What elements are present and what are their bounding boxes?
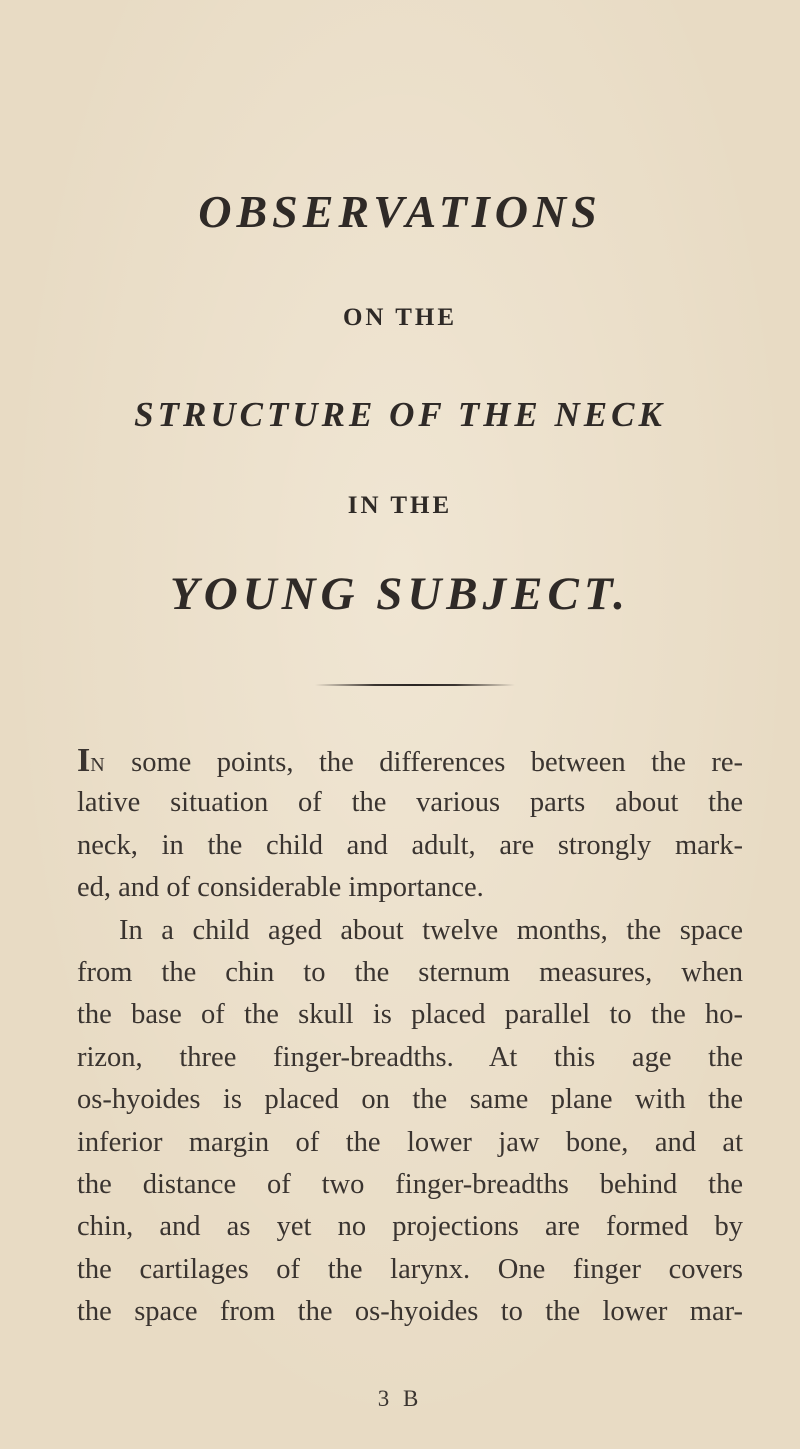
body-line: lative situation of the various parts about the (77, 787, 743, 819)
body-line: chin, and as yet no projections are formed by (77, 1211, 743, 1243)
body-line: neck, in the child and adult, are strongly mark- (77, 829, 743, 861)
body-paragraphs (77, 740, 743, 1333)
body-line: from the chin to the sternum measures, when (77, 956, 743, 988)
body-line: the distance of two finger-breadths behind the (77, 1168, 743, 1200)
title-in-the: IN THE (347, 492, 453, 519)
ornamental-divider (315, 684, 515, 686)
body-line: ed, and of considerable importance. (77, 872, 484, 904)
body-line: In a child aged about twelve months, the space (119, 914, 743, 946)
body-line: inferior margin of the lower jaw bone, and at (77, 1126, 743, 1158)
lead-small-cap: N (90, 754, 106, 776)
drop-cap: I (77, 742, 91, 779)
title-young-subject: YOUNG SUBJECT. (170, 568, 630, 620)
title-observations: OBSERVATIONS (198, 186, 602, 237)
body-line: the base of the skull is placed parallel to the ho- (77, 999, 743, 1031)
signature-mark: 3 B (377, 1386, 423, 1411)
body-line: the space from the os-hyoides to the lower mar- (77, 1296, 743, 1328)
body-line: the cartilages of the larynx. One finger covers (77, 1253, 743, 1285)
title-structure-of-the-neck: STRUCTURE OF THE NECK (134, 395, 666, 434)
body-line: os-hyoides is placed on the same plane with the (77, 1084, 743, 1116)
body-line-text: some points, the differences between the re- (105, 747, 743, 778)
title-on-the: ON THE (342, 304, 458, 331)
body-line: rizon, three finger-breadths. At this age the (77, 1041, 743, 1073)
body-line (77, 740, 743, 782)
